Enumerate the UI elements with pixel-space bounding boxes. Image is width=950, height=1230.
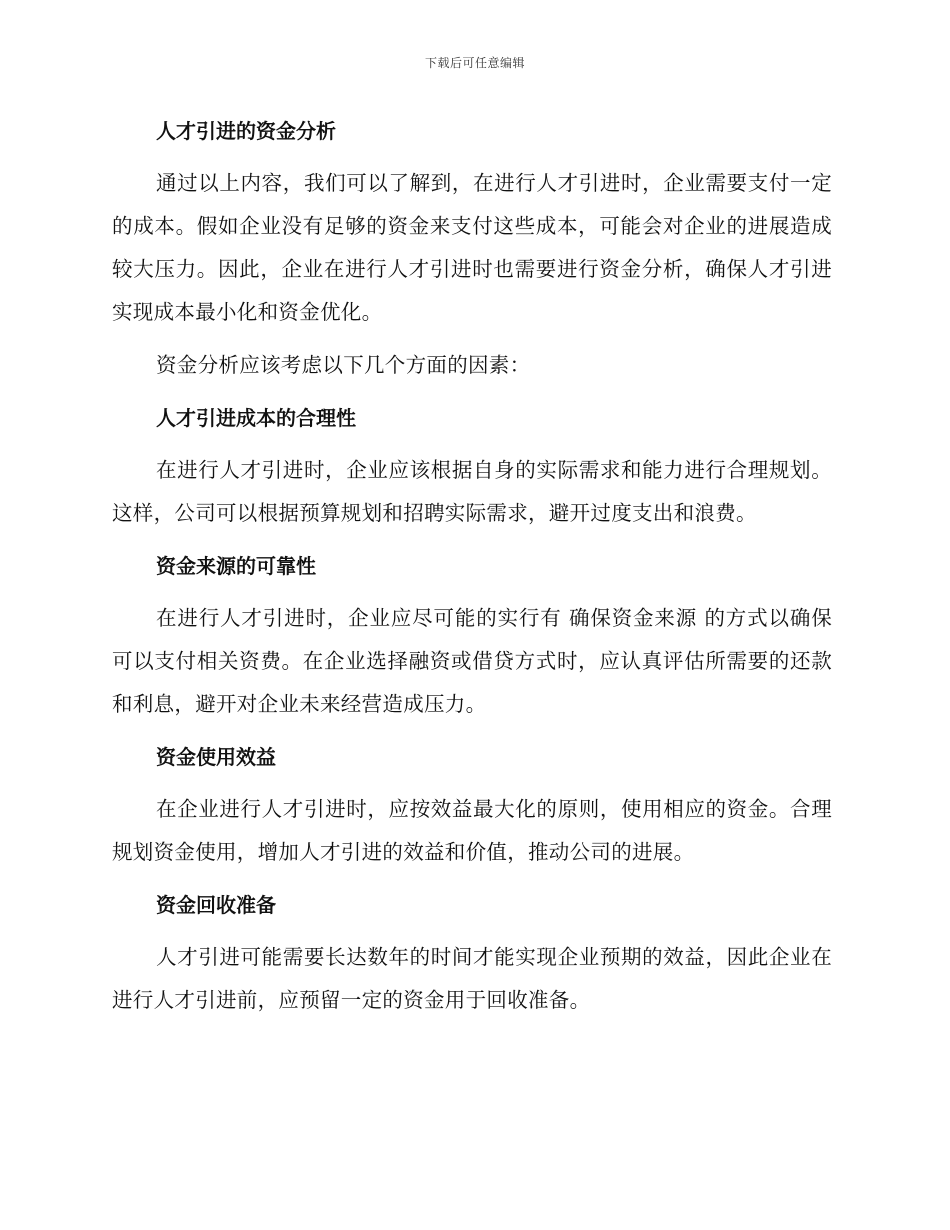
section-heading-funding-reliability: 资金来源的可靠性 [156, 554, 316, 578]
paragraph-factors-lead: 资金分析应该考虑以下几个方面的因素： [156, 353, 531, 377]
page-header: 下载后可任意编辑 [424, 56, 525, 70]
section-heading-funding-analysis: 人才引进的资金分析 [156, 119, 336, 143]
document-body [112, 110, 832, 1032]
section-heading-funding-efficiency: 资金使用效益 [156, 745, 276, 769]
section-heading-funding-recovery: 资金回收准备 [156, 893, 276, 917]
section-heading-cost-rationality: 人才引进成本的合理性 [156, 406, 356, 430]
paragraph-intro: 通过以上内容，我们可以了解到，在进行人才引进时，企业需要支付一定的成本。假如企业没有足够的资金来支付这些成本，可能会对企业的进展造成较大压力。因此，企业在进行人才引进时也需要进行资金分析，确保人才引进实现成本最小化和资金优化。 [112, 171, 832, 324]
paragraph-funding-efficiency: 在企业进行人才引进时，应按效益最大化的原则，使用相应的资金。合理规划资金使用，增加人才引进的效益和价值，推动公司的进展。 [112, 797, 832, 864]
paragraph-funding-reliability: 在进行人才引进时，企业应尽可能的实行有 确保资金来源 的方式以确保可以支付相关资费。在企业选择融资或借贷方式时，应认真评估所需要的还款和利息，避开对企业未来经营造成压力。 [112, 606, 832, 716]
paragraph-cost-rationality: 在进行人才引进时，企业应该根据自身的实际需求和能力进行合理规划。这样，公司可以根据预算规划和招聘实际需求，避开过度支出和浪费。 [112, 458, 832, 525]
paragraph-funding-recovery: 人才引进可能需要长达数年的时间才能实现企业预期的效益，因此企业在进行人才引进前，应预留一定的资金用于回收准备。 [112, 945, 832, 1012]
